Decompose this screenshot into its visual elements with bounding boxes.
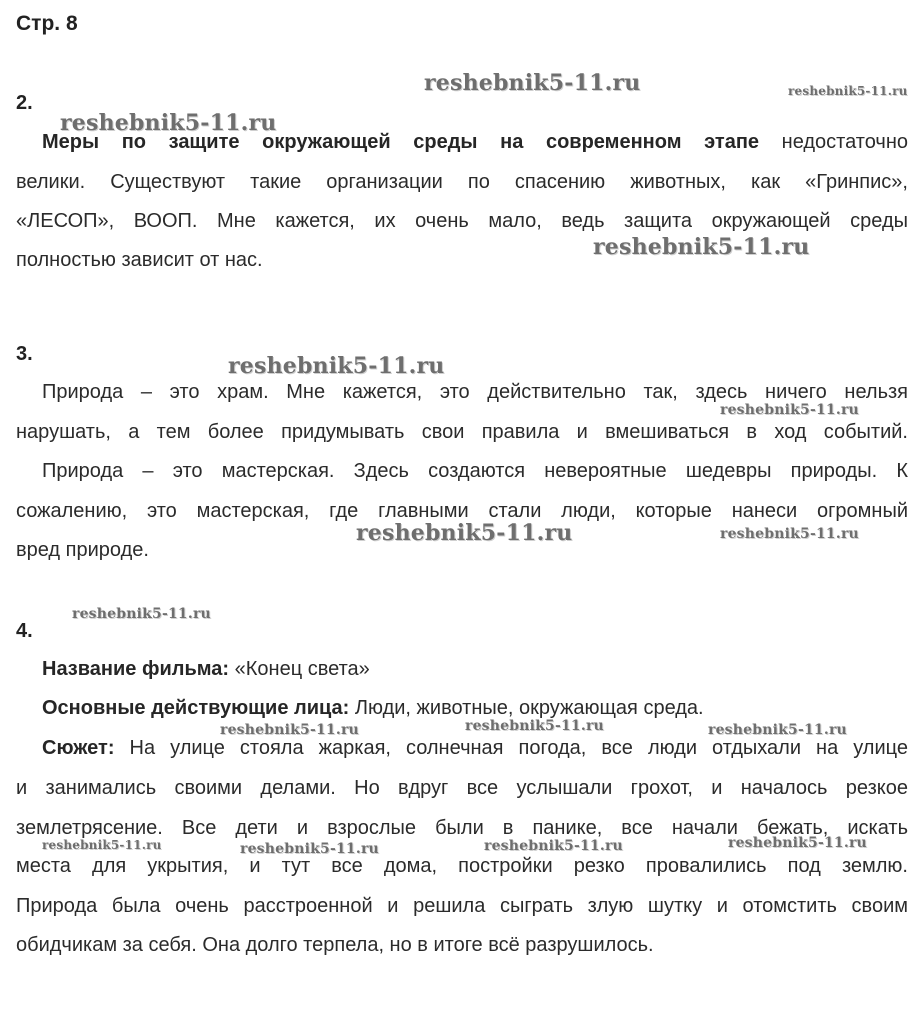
text-line: места для укрытия, и тут все дома, постройки резко провалились под землю. xyxy=(16,855,908,877)
watermark: reshebnik5-11.ru xyxy=(720,526,859,542)
watermark: reshebnik5-11.ru xyxy=(484,838,623,854)
text-line: и занимались своими делами. Но вдруг все услышали грохот, и началось резкое xyxy=(16,777,908,799)
text-line: Природа – это храм. Мне кажется, это действительно так, здесь ничего нельзя xyxy=(42,381,908,403)
film-value: «Конец света» xyxy=(229,658,370,680)
film-title-line xyxy=(42,657,908,681)
text-line: велики. Существуют такие организации по спасению животных, как «Гринпис», xyxy=(16,171,908,193)
text-line: «ЛЕСОП», ВООП. Мне кажется, их очень мало, ведь защита окружающей среды xyxy=(16,210,908,232)
watermark: reshebnik5-11.ru xyxy=(60,110,277,136)
text-line: вред природе. xyxy=(16,539,149,561)
text-line: нарушать, а тем более придумывать свои правила и вмешиваться в ход событий. xyxy=(16,421,908,443)
watermark: reshebnik5-11.ru xyxy=(42,838,162,852)
bold-phrase: Меры по защите окружающей среды на современном этапе xyxy=(42,131,760,153)
text-line: сожалению, это мастерская, где главными стали люди, которые нанеси огромный xyxy=(16,500,908,522)
plot-line xyxy=(42,736,908,760)
text-fragment: недостаточно xyxy=(759,131,908,153)
section-number: 4. xyxy=(16,620,33,642)
text-line: полностью зависит от нас. xyxy=(16,249,263,271)
text-line: Природа была очень расстроенной и решила сыграть злую шутку и отомстить своим xyxy=(16,895,908,917)
plot-label: Сюжет: xyxy=(42,737,115,759)
watermark: reshebnik5-11.ru xyxy=(593,234,810,260)
text-line: обидчикам за себя. Она долго терпела, но в итоге всё разрушилось. xyxy=(16,934,654,956)
watermark: reshebnik5-11.ru xyxy=(228,353,445,379)
text-line: землетрясение. Все дети и взрослые были в панике, все начали бежать, искать xyxy=(16,817,908,839)
text-line: Природа – это мастерская. Здесь создаются невероятные шедевры природы. К xyxy=(42,460,908,482)
watermark: reshebnik5-11.ru xyxy=(424,70,641,96)
film-label: Название фильма: xyxy=(42,658,230,680)
watermark: reshebnik5-11.ru xyxy=(240,841,379,857)
watermark: reshebnik5-11.ru xyxy=(708,722,847,738)
section-number: 2. xyxy=(16,92,33,114)
section-number: 3. xyxy=(16,343,33,365)
characters-value: Люди, животные, окружающая среда. xyxy=(349,697,704,719)
watermark: reshebnik5-11.ru xyxy=(465,718,604,734)
watermark: reshebnik5-11.ru xyxy=(720,402,859,418)
watermark: reshebnik5-11.ru xyxy=(356,520,573,546)
watermark: reshebnik5-11.ru xyxy=(788,84,908,98)
text-line xyxy=(42,130,908,154)
watermark: reshebnik5-11.ru xyxy=(728,835,867,851)
watermark: reshebnik5-11.ru xyxy=(72,606,211,622)
watermark: reshebnik5-11.ru xyxy=(220,722,359,738)
characters-line xyxy=(42,696,908,720)
characters-label: Основные действующие лица: xyxy=(42,697,350,719)
page-number: Стр. 8 xyxy=(16,12,78,35)
text-fragment: На улице стояла жаркая, солнечная погода, все люди отдыхали на улице xyxy=(114,737,908,759)
